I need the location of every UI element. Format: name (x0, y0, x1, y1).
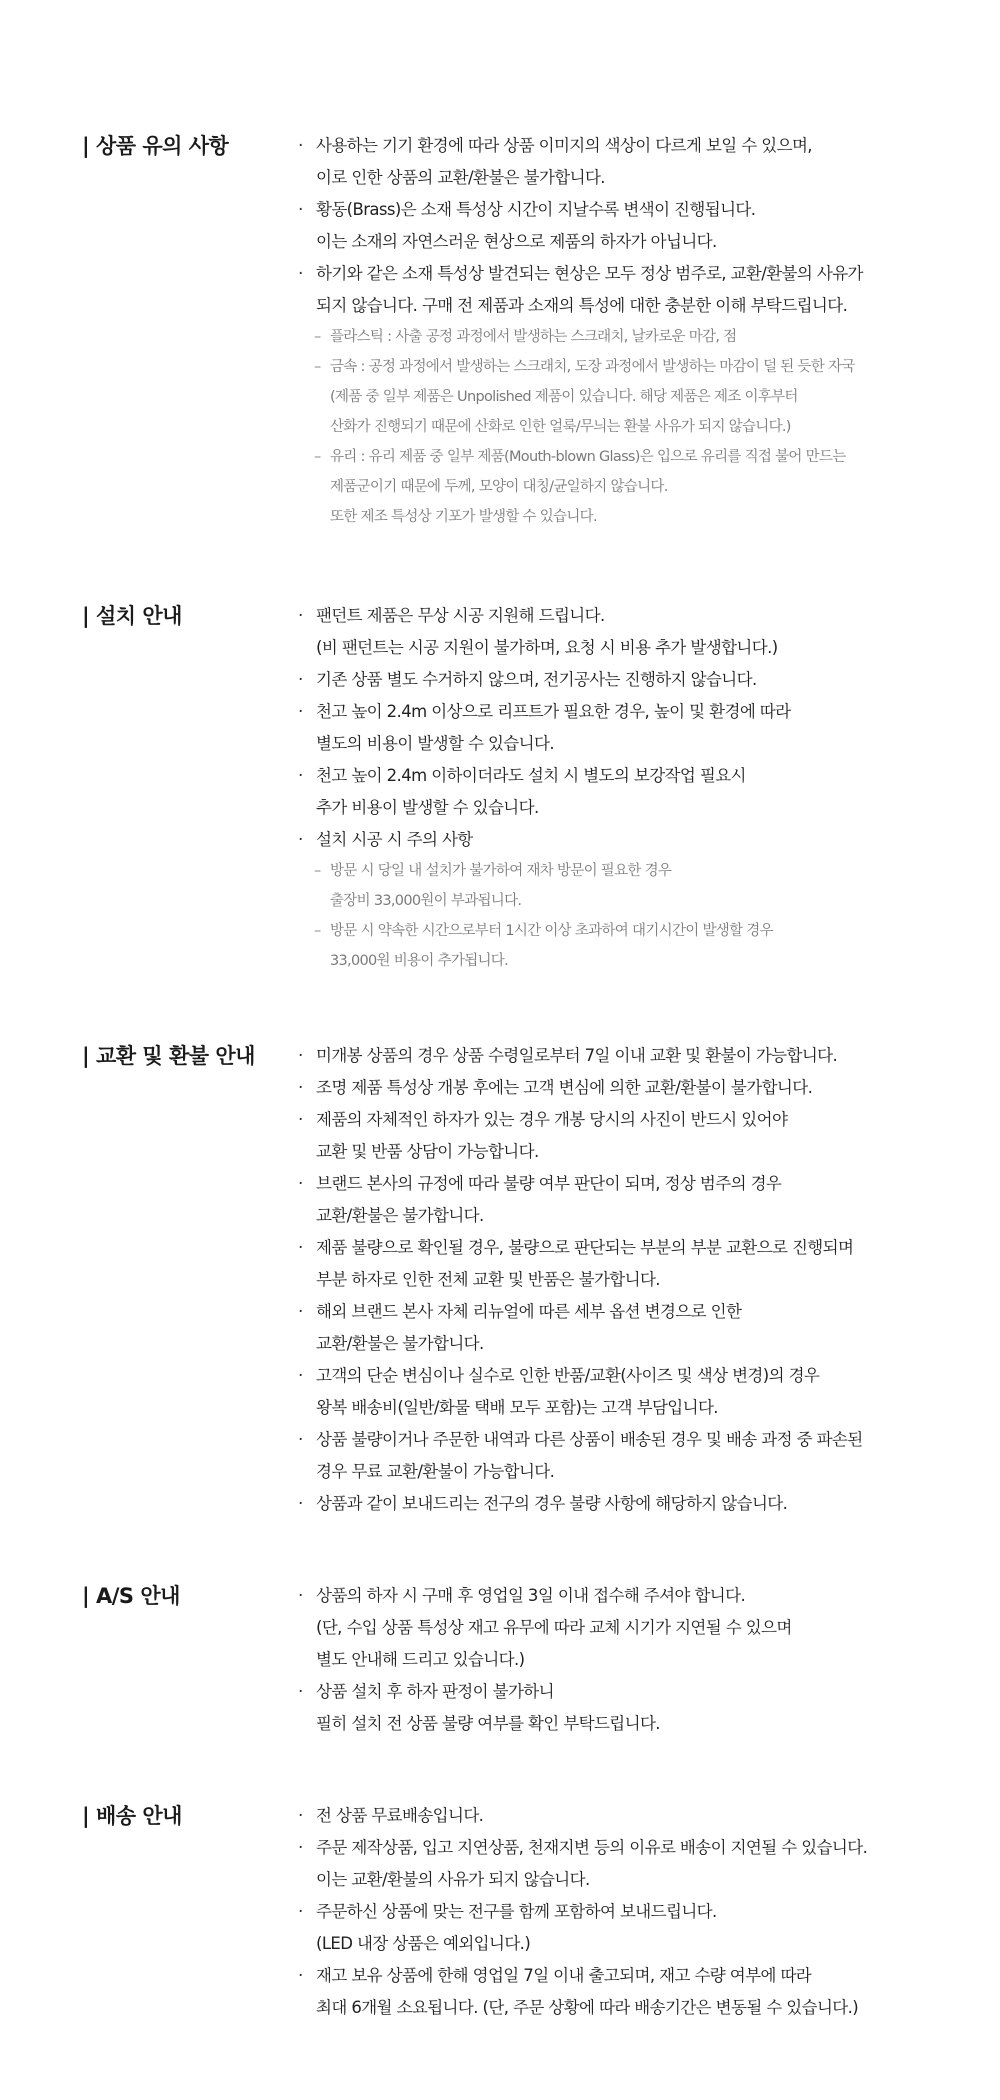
list-item-text: 주문하신 상품에 맞는 전구를 함께 포함하여 보내드립니다. (316, 1902, 717, 1921)
list-item (298, 1488, 958, 1520)
list-item-text: 전 상품 무료배송입니다. (316, 1806, 484, 1825)
bullet-icon: · (298, 1838, 304, 1858)
bullet-icon: · (298, 1494, 304, 1514)
sub-list-item (298, 322, 958, 352)
list-item (298, 1832, 958, 1896)
sub-list-item-text: 33,000원 비용이 추가됩니다. (330, 953, 509, 969)
list-item-text: 제품 불량으로 확인될 경우, 불량으로 판단되는 부분의 부분 교환으로 진행되며 (316, 1238, 854, 1257)
bullet-icon: · (298, 766, 304, 786)
dash-icon: – (314, 359, 322, 375)
list-item-text: 하기와 같은 소재 특성상 발견되는 현상은 모두 정상 범주로, 교환/환불의 사유가 (316, 264, 863, 283)
list-item-text: 상품 불량이거나 주문한 내역과 다른 상품이 배송된 경우 및 배송 과정 중 파손된 (316, 1430, 863, 1449)
list-item-text: 경우 무료 교환/환불이 가능합니다. (316, 1462, 555, 1481)
section-title: | 설치 안내 (82, 604, 182, 628)
list-item (298, 1360, 958, 1424)
list-item-text: 제품의 자체적인 하자가 있는 경우 개봉 당시의 사진이 반드시 있어야 (316, 1110, 788, 1129)
list-item (298, 1296, 958, 1360)
list-item (298, 1424, 958, 1488)
bullet-icon: · (298, 1174, 304, 1194)
sub-list-item-text: 플라스틱 : 사출 공정 과정에서 발생하는 스크래치, 날카로운 마감, 점 (330, 329, 737, 345)
section-title: | 교환 및 환불 안내 (82, 1044, 255, 1068)
bullet-icon: · (298, 1682, 304, 1702)
list-item-text: 되지 않습니다. 구매 전 제품과 소재의 특성에 대한 충분한 이해 부탁드립니다. (316, 296, 848, 315)
bullet-icon: · (298, 1078, 304, 1098)
sub-list-item (298, 442, 958, 532)
section-items (298, 130, 958, 532)
sub-list-item (298, 856, 958, 916)
list-item-text: 필히 설치 전 상품 불량 여부를 확인 부탁드립니다. (316, 1714, 660, 1733)
list-item-text: 교환/환불은 불가합니다. (316, 1334, 484, 1353)
dash-icon: – (314, 329, 322, 345)
bullet-icon: · (298, 1366, 304, 1386)
list-item-text: 별도 안내해 드리고 있습니다.) (316, 1650, 525, 1669)
list-item-text: 브랜드 본사의 규정에 따라 불량 여부 판단이 되며, 정상 범주의 경우 (316, 1174, 782, 1193)
list-item-text: 해외 브랜드 본사 자체 리뉴얼에 따른 세부 옵션 변경으로 인한 (316, 1302, 742, 1321)
list-item-text: 상품과 같이 보내드리는 전구의 경우 불량 사항에 해당하지 않습니다. (316, 1494, 788, 1513)
list-item (298, 1104, 958, 1168)
section-items (298, 1800, 958, 2024)
list-item-text: 왕복 배송비(일반/화물 택배 모두 포함)는 고객 부담입니다. (316, 1398, 718, 1417)
dash-icon: – (314, 923, 322, 939)
bullet-icon: · (298, 200, 304, 220)
dash-icon: – (314, 449, 322, 465)
list-item (298, 1896, 958, 1960)
list-item (298, 130, 958, 194)
bullet-icon: · (298, 1238, 304, 1258)
section-title: | 상품 유의 사항 (82, 134, 229, 158)
list-item-text: 추가 비용이 발생할 수 있습니다. (316, 798, 539, 817)
list-item (298, 824, 958, 856)
sub-list-item (298, 916, 958, 976)
sub-list-item-text: 유리 : 유리 제품 중 일부 제품(Mouth-blown Glass)은 입으로 유리를 직접 불어 만드는 (330, 449, 846, 465)
sub-list-item-text: (제품 중 일부 제품은 Unpolished 제품이 있습니다. 해당 제품은 제조 이후부터 (330, 389, 798, 405)
list-item (298, 1580, 958, 1676)
list-item-text: 상품의 하자 시 구매 후 영업일 3일 이내 접수해 주셔야 합니다. (316, 1586, 746, 1605)
list-item-text: 교환/환불은 불가합니다. (316, 1206, 484, 1225)
list-item-text: 이로 인한 상품의 교환/환불은 불가합니다. (316, 168, 605, 187)
list-item-text: 이는 교환/환불의 사유가 되지 않습니다. (316, 1870, 590, 1889)
bullet-icon: · (298, 1586, 304, 1606)
bullet-icon: · (298, 1806, 304, 1826)
list-item (298, 760, 958, 824)
list-item (298, 664, 958, 696)
sub-list-item-text: 출장비 33,000원이 부과됩니다. (330, 893, 522, 909)
list-item-text: 최대 6개월 소요됩니다. (단, 주문 상황에 따라 배송기간은 변동될 수 있습니다.) (316, 1998, 859, 2017)
bullet-icon: · (298, 136, 304, 156)
list-item (298, 600, 958, 664)
list-item-text: (단, 수입 상품 특성상 재고 유무에 따라 교체 시기가 지연될 수 있으며 (316, 1618, 792, 1637)
section-items (298, 1580, 958, 1740)
list-item (298, 1040, 958, 1072)
sub-list-item-text: 또한 제조 특성상 기포가 발생할 수 있습니다. (330, 509, 597, 525)
list-item-text: 황동(Brass)은 소재 특성상 시간이 지날수록 변색이 진행됩니다. (316, 200, 756, 219)
bullet-icon: · (298, 1430, 304, 1450)
bullet-icon: · (298, 606, 304, 626)
bullet-icon: · (298, 1966, 304, 1986)
section-items (298, 600, 958, 976)
bullet-icon: · (298, 1902, 304, 1922)
list-item-text: 미개봉 상품의 경우 상품 수령일로부터 7일 이내 교환 및 환불이 가능합니다. (316, 1046, 838, 1065)
list-item-text: 부분 하자로 인한 전체 교환 및 반품은 불가합니다. (316, 1270, 660, 1289)
dash-icon: – (314, 863, 322, 879)
list-item (298, 1960, 958, 2024)
section-items (298, 1040, 958, 1520)
list-item-text: (LED 내장 상품은 예외입니다.) (316, 1934, 531, 1953)
list-item-text: 별도의 비용이 발생할 수 있습니다. (316, 734, 554, 753)
sub-list-item-text: 방문 시 당일 내 설치가 불가하여 재차 방문이 필요한 경우 (330, 863, 672, 879)
sub-list-item-text: 금속 : 공정 과정에서 발생하는 스크래치, 도장 과정에서 발생하는 마감이 덜 된 듯한 자국 (330, 359, 855, 375)
list-item-text: 천고 높이 2.4m 이하이더라도 설치 시 별도의 보강작업 필요시 (316, 766, 746, 785)
list-item-text: 주문 제작상품, 입고 지연상품, 천재지변 등의 이유로 배송이 지연될 수 있습니다. (316, 1838, 868, 1857)
section-title: | 배송 안내 (82, 1804, 182, 1828)
bullet-icon: · (298, 830, 304, 850)
bullet-icon: · (298, 1046, 304, 1066)
sub-list-item-text: 산화가 진행되기 때문에 산화로 인한 얼룩/무늬는 환불 사유가 되지 않습니다.) (330, 419, 791, 435)
sub-list-item-text: 제품군이기 때문에 두께, 모양이 대칭/균일하지 않습니다. (330, 479, 668, 495)
list-item (298, 1676, 958, 1740)
list-item-text: 재고 보유 상품에 한해 영업일 7일 이내 출고되며, 재고 수량 여부에 따라 (316, 1966, 812, 1985)
bullet-icon: · (298, 1302, 304, 1322)
list-item (298, 258, 958, 322)
list-item-text: 천고 높이 2.4m 이상으로 리프트가 필요한 경우, 높이 및 환경에 따라 (316, 702, 791, 721)
list-item (298, 1232, 958, 1296)
list-item (298, 696, 958, 760)
list-item-text: (비 팬던트는 시공 지원이 불가하며, 요청 시 비용 추가 발생합니다.) (316, 638, 778, 657)
bullet-icon: · (298, 670, 304, 690)
sub-list-item-text: 방문 시 약속한 시간으로부터 1시간 이상 초과하여 대기시간이 발생할 경우 (330, 923, 773, 939)
section-title: | A/S 안내 (82, 1584, 180, 1608)
list-item-text: 교환 및 반품 상담이 가능합니다. (316, 1142, 539, 1161)
list-item (298, 194, 958, 258)
bullet-icon: · (298, 1110, 304, 1130)
list-item-text: 조명 제품 특성상 개봉 후에는 고객 변심에 의한 교환/환불이 불가합니다. (316, 1078, 813, 1097)
bullet-icon: · (298, 264, 304, 284)
list-item-text: 상품 설치 후 하자 판정이 불가하니 (316, 1682, 554, 1701)
list-item-text: 사용하는 기기 환경에 따라 상품 이미지의 색상이 다르게 보일 수 있으며, (316, 136, 812, 155)
list-item-text: 이는 소재의 자연스러운 현상으로 제품의 하자가 아닙니다. (316, 232, 717, 251)
list-item-text: 기존 상품 별도 수거하지 않으며, 전기공사는 진행하지 않습니다. (316, 670, 757, 689)
bullet-icon: · (298, 702, 304, 722)
list-item (298, 1072, 958, 1104)
list-item (298, 1800, 958, 1832)
list-item-text: 설치 시공 시 주의 사항 (316, 830, 473, 849)
list-item-text: 고객의 단순 변심이나 실수로 인한 반품/교환(사이즈 및 색상 변경)의 경우 (316, 1366, 820, 1385)
list-item (298, 1168, 958, 1232)
sub-list-item (298, 352, 958, 442)
list-item-text: 팬던트 제품은 무상 시공 지원해 드립니다. (316, 606, 605, 625)
